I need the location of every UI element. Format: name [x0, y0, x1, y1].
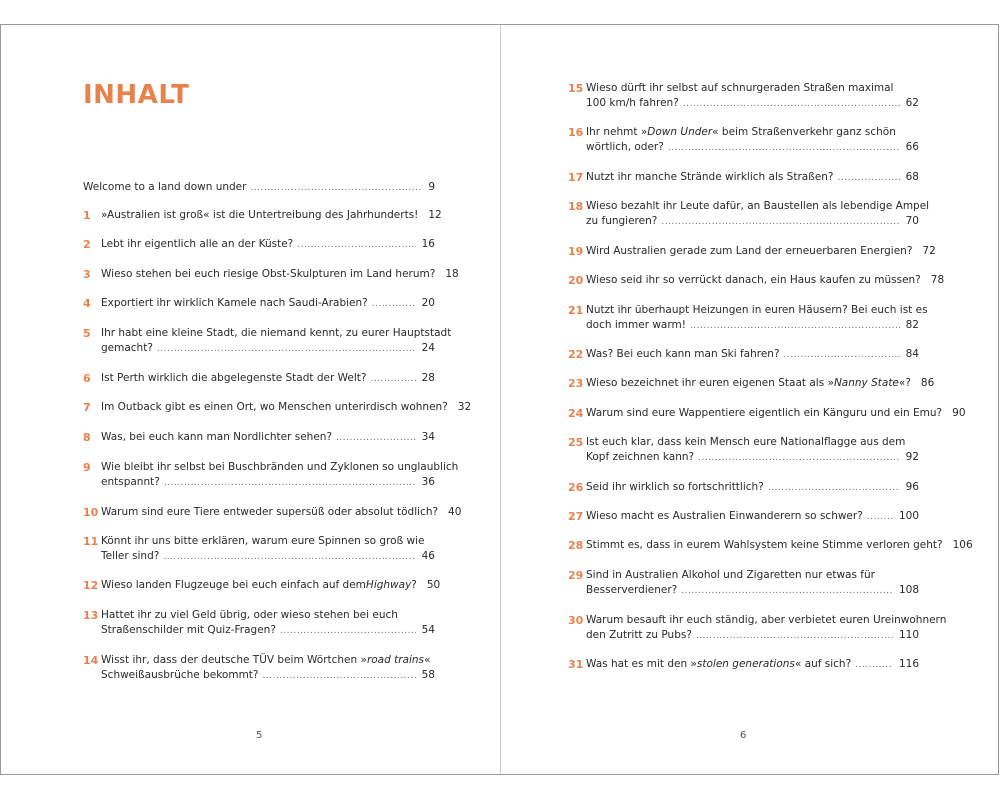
toc-entry[interactable]	[83, 180, 435, 196]
toc-title-text: Ihr habt eine kleine Stadt, die niemand kennt, zu eurer Hauptstadt	[101, 327, 452, 339]
toc-entry[interactable]	[568, 480, 919, 496]
toc-page-number: 16	[421, 238, 435, 250]
toc-title-text: Seid ihr wirklich so fortschrittlich?	[586, 481, 764, 493]
toc-page-number: 40	[448, 506, 462, 518]
chapter-number: 8	[83, 431, 91, 444]
toc-page-number: 46	[421, 550, 435, 562]
toc-title-text: Wieso bezeichnet ihr euren eigenen Staat als »	[586, 377, 834, 389]
toc-page-number: 32	[457, 401, 472, 413]
toc-page-number: 116	[898, 658, 919, 670]
toc-entry[interactable]	[568, 303, 928, 334]
dot-leader	[768, 481, 900, 496]
toc-entry[interactable]	[83, 208, 442, 224]
toc-entry-line	[83, 180, 435, 196]
toc-title-text: Straßenschilder mit Quiz-Fragen?	[101, 624, 276, 636]
toc-page-number: 84	[905, 348, 919, 360]
toc-entry[interactable]	[568, 199, 930, 230]
toc-title-text: Wieso dürft ihr selbst auf schnurgeraden Straßen maximal	[586, 82, 894, 94]
toc-title-text: Schweißausbrüche bekommt?	[101, 669, 259, 681]
toc-page-number: 12	[428, 209, 442, 221]
dot-leader	[297, 238, 415, 253]
chapter-number: 18	[568, 200, 584, 213]
toc-entry-line	[586, 657, 919, 673]
toc-title-text: zu fungieren?	[586, 215, 658, 227]
toc-title-text: Hattet ihr zu viel Geld übrig, oder wieso stehen bei euch	[101, 609, 398, 621]
chapter-number: 3	[83, 268, 91, 281]
toc-entry[interactable]	[83, 326, 452, 357]
toc-title-text: Im Outback gibt es einen Ort, wo Menschen unterirdisch wohnen?	[101, 401, 448, 413]
book-spread	[0, 24, 999, 775]
dot-leader	[372, 297, 416, 312]
toc-entry-line	[101, 578, 441, 594]
dot-leader	[250, 181, 422, 196]
toc-page-number: 62	[905, 97, 919, 109]
toc-entry-line	[101, 623, 435, 639]
toc-entry-line	[586, 450, 919, 466]
chapter-number: 5	[83, 327, 91, 340]
toc-title-text: Warum sind eure Tiere entweder supersüß oder absolut tödlich?	[101, 506, 439, 518]
toc-title-text: Kopf zeichnen kann?	[586, 451, 695, 463]
right-page	[501, 25, 1000, 774]
toc-entry[interactable]	[568, 273, 945, 289]
chapter-number: 24	[568, 407, 584, 420]
toc-entry[interactable]	[568, 568, 919, 599]
toc-title-text: Wie bleibt ihr selbst bei Buschbränden und Zyklonen so unglaublich	[101, 461, 459, 473]
toc-entry-line	[586, 376, 935, 392]
toc-page-number: 50	[426, 579, 441, 591]
toc-entry-line	[586, 406, 966, 422]
chapter-number: 29	[568, 569, 584, 582]
chapter-number: 19	[568, 245, 584, 258]
toc-entry[interactable]	[568, 244, 936, 260]
toc-entry-line	[586, 583, 919, 599]
toc-entry-line	[586, 273, 945, 289]
toc-title-text: Wieso macht es Australien Einwanderern so schwer?	[586, 510, 863, 522]
toc-title-text: Ist euch klar, dass kein Mensch eure Nationalflagge aus dem	[586, 436, 906, 448]
toc-entry-line	[586, 347, 919, 363]
toc-entry-line	[101, 608, 435, 623]
chapter-number: 9	[83, 461, 91, 474]
toc-title-text: «?	[898, 377, 911, 389]
toc-entry-line	[586, 96, 919, 112]
toc-entry[interactable]	[568, 81, 919, 112]
chapter-number: 28	[568, 539, 584, 552]
toc-page-number: 18	[445, 268, 459, 280]
left-page	[1, 25, 500, 774]
toc-entry[interactable]	[568, 125, 919, 156]
toc-title-text: Wieso seid ihr so verrückt danach, ein Haus kaufen zu müssen?	[586, 274, 921, 286]
toc-title-emphasis: road trains	[366, 654, 425, 666]
dot-leader	[784, 348, 900, 363]
toc-title-emphasis: stolen generations	[696, 658, 795, 670]
toc-title-text: wörtlich, oder?	[586, 141, 664, 153]
toc-title-text: Teller sind?	[101, 550, 160, 562]
toc-entry[interactable]	[568, 509, 919, 525]
toc-page-number: 90	[952, 407, 966, 419]
toc-title-text: Ist Perth wirklich die abgelegenste Stadt der Welt?	[101, 372, 367, 384]
toc-entry[interactable]	[83, 400, 472, 416]
toc-title-text: Besserverdiener?	[586, 584, 678, 596]
toc-title-text: Lebt ihr eigentlich alle an der Küste?	[101, 238, 294, 250]
toc-entry-line	[101, 400, 472, 416]
dot-leader	[280, 624, 416, 639]
toc-title-text: «	[424, 654, 431, 666]
toc-entry-line	[101, 371, 435, 387]
toc-page-number: 58	[421, 669, 435, 681]
toc-title-text: Wieso stehen bei euch riesige Obst-Skulpturen im Land herum?	[101, 268, 436, 280]
toc-entry-line	[101, 668, 435, 684]
dot-leader	[681, 584, 893, 599]
toc-title-text: « auf sich?	[794, 658, 852, 670]
toc-entry-line	[101, 326, 452, 341]
toc-title-emphasis: Down Under	[647, 126, 713, 138]
page-title: INHALT	[83, 80, 190, 110]
toc-entry-line	[101, 475, 435, 491]
toc-entry-line	[101, 653, 435, 668]
toc-entry[interactable]	[568, 657, 919, 673]
dot-leader	[661, 215, 899, 230]
toc-title-text: Wird Australien gerade zum Land der erneuerbaren Energien?	[586, 245, 913, 257]
toc-title-text: Nutzt ihr manche Strände wirklich als Straßen?	[586, 171, 834, 183]
toc-title-text: gemacht?	[101, 342, 153, 354]
toc-title-text: Exportiert ihr wirklich Kamele nach Saudi-Arabien?	[101, 297, 368, 309]
toc-title-text: Warum sind eure Wappentiere eigentlich ein Känguru und ein Emu?	[586, 407, 943, 419]
toc-page-number: 54	[421, 624, 435, 636]
toc-title-text: ?	[411, 579, 417, 591]
toc-entry-line	[101, 534, 435, 549]
toc-entry-line	[586, 538, 973, 554]
chapter-number: 22	[568, 348, 584, 361]
chapter-number: 2	[83, 238, 91, 251]
toc-entry[interactable]	[568, 376, 935, 392]
toc-entry[interactable]	[568, 406, 966, 422]
toc-title-text: Was, bei euch kann man Nordlichter sehen?	[101, 431, 333, 443]
toc-entry[interactable]	[83, 608, 435, 639]
toc-entry[interactable]	[568, 435, 919, 466]
dot-leader	[867, 510, 893, 525]
toc-page-number: 24	[421, 342, 435, 354]
toc-title-text: Ihr nehmt »	[586, 126, 648, 138]
chapter-number: 27	[568, 510, 584, 523]
toc-title-text: Welcome to a land down under	[83, 181, 247, 193]
toc-title-text: Wieso bezahlt ihr Leute dafür, an Baustellen als lebendige Ampel	[586, 200, 930, 212]
chapter-number: 15	[568, 82, 584, 95]
toc-entry-line	[586, 628, 919, 644]
toc-title-text: 100 km/h fahren?	[586, 97, 679, 109]
toc-title-text: Wisst ihr, dass der deutsche TÜV beim Wörtchen »	[101, 654, 367, 666]
toc-entry-line	[586, 568, 919, 583]
dot-leader	[163, 550, 415, 565]
dot-leader	[690, 319, 900, 334]
toc-page-number: 66	[905, 141, 919, 153]
toc-entry[interactable]	[83, 505, 462, 521]
toc-title-text: « beim Straßenverkehr ganz schön	[712, 126, 896, 138]
dot-leader	[838, 171, 900, 186]
toc-title-text: Was hat es mit den »	[586, 658, 697, 670]
chapter-number: 14	[83, 654, 99, 667]
toc-entry-line	[586, 480, 919, 496]
dot-leader	[855, 658, 893, 673]
toc-title-text: Was? Bei euch kann man Ski fahren?	[586, 348, 780, 360]
toc-page-number: 100	[898, 510, 919, 522]
toc-entry-line	[586, 81, 919, 96]
toc-entry[interactable]	[83, 578, 441, 594]
toc-title-text: Könnt ihr uns bitte erklären, warum eure Spinnen so groß wie	[101, 535, 425, 547]
toc-entry-line	[586, 214, 919, 230]
chapter-number: 13	[83, 609, 99, 622]
chapter-number: 17	[568, 171, 584, 184]
toc-title-text: Sind in Australien Alkohol und Zigaretten nur etwas für	[586, 569, 875, 581]
toc-page-number: 108	[898, 584, 919, 596]
toc-entry[interactable]	[83, 430, 435, 446]
chapter-number: 30	[568, 614, 584, 627]
toc-entry-line	[586, 140, 919, 156]
dot-leader	[698, 451, 900, 466]
toc-page-number: 68	[905, 171, 919, 183]
dot-leader	[668, 141, 900, 156]
toc-page-number: 72	[922, 245, 936, 257]
toc-entry-line	[586, 244, 936, 260]
toc-entry-line	[101, 430, 435, 446]
toc-entry[interactable]	[83, 237, 435, 253]
toc-entry[interactable]	[83, 534, 435, 565]
toc-entry-line	[586, 613, 947, 628]
chapter-number: 31	[568, 658, 584, 671]
toc-page-number: 36	[421, 476, 435, 488]
toc-entry-line	[586, 318, 919, 334]
toc-entry[interactable]	[83, 460, 459, 491]
toc-page-number: 110	[898, 629, 919, 641]
toc-page-number: 34	[421, 431, 435, 443]
chapter-number: 20	[568, 274, 584, 287]
toc-entry[interactable]	[83, 267, 459, 283]
toc-entry-line	[101, 208, 442, 224]
toc-page-number: 9	[428, 181, 435, 193]
toc-title-text: Warum besauft ihr euch ständig, aber verbietet euren Ureinwohnern	[586, 614, 947, 626]
toc-entry-line	[586, 435, 919, 450]
toc-entry-line	[586, 125, 919, 140]
dot-leader	[696, 629, 893, 644]
dot-leader	[164, 476, 416, 491]
toc-entry[interactable]	[83, 371, 435, 387]
chapter-number: 25	[568, 436, 584, 449]
toc-page-number: 86	[920, 377, 935, 389]
toc-entry-line	[101, 267, 459, 283]
toc-title-emphasis: Highway	[365, 579, 412, 591]
toc-title-text: Nutzt ihr überhaupt Heizungen in euren Häusern? Bei euch ist es	[586, 304, 928, 316]
chapter-number: 10	[83, 506, 99, 519]
toc-entry[interactable]	[83, 296, 435, 312]
toc-entry-line	[586, 170, 919, 186]
chapter-number: 23	[568, 377, 584, 390]
toc-title-text: den Zutritt zu Pubs?	[586, 629, 692, 641]
toc-page-number: 20	[421, 297, 435, 309]
toc-entry-line	[101, 237, 435, 253]
toc-title-text: Stimmt es, dass in eurem Wahlsystem keine Stimme verloren geht?	[586, 539, 943, 551]
toc-entry[interactable]	[568, 170, 919, 186]
chapter-number: 1	[83, 209, 91, 222]
toc-page-number: 82	[905, 319, 919, 331]
chapter-number: 12	[83, 579, 99, 592]
toc-title-text: Wieso landen Flugzeuge bei euch einfach auf dem	[101, 579, 366, 591]
chapter-number: 21	[568, 304, 584, 317]
chapter-number: 4	[83, 297, 91, 310]
toc-page-number: 106	[952, 539, 973, 551]
toc-entry-line	[101, 549, 435, 565]
toc-title-text: entspannt?	[101, 476, 160, 488]
toc-page-number: 92	[905, 451, 919, 463]
toc-entry[interactable]	[83, 653, 435, 684]
chapter-number: 26	[568, 481, 584, 494]
dot-leader	[683, 97, 900, 112]
toc-page-number: 70	[905, 215, 919, 227]
toc-entry-line	[101, 296, 435, 312]
chapter-number: 11	[83, 535, 99, 548]
toc-entry[interactable]	[568, 347, 919, 363]
chapter-number: 6	[83, 372, 91, 385]
toc-title-text: doch immer warm!	[586, 319, 686, 331]
toc-entry[interactable]	[568, 613, 947, 644]
page-number-right: 6	[740, 730, 747, 741]
chapter-number: 16	[568, 126, 584, 139]
toc-entry-line	[586, 303, 928, 318]
toc-entry-line	[101, 505, 462, 521]
dot-leader	[157, 342, 416, 357]
toc-page-number: 78	[930, 274, 945, 286]
chapter-number: 7	[83, 401, 91, 414]
toc-page-number: 28	[421, 372, 435, 384]
toc-entry[interactable]	[568, 538, 973, 554]
toc-entry-line	[586, 199, 930, 214]
dot-leader	[336, 431, 416, 446]
dot-leader	[263, 669, 416, 684]
dot-leader	[370, 372, 415, 387]
toc-title-emphasis: Nanny State	[833, 377, 899, 389]
page-number-left: 5	[256, 730, 263, 741]
toc-entry-line	[586, 509, 919, 525]
toc-page-number: 96	[905, 481, 919, 493]
toc-entry-line	[101, 460, 459, 475]
toc-entry-line	[101, 341, 435, 357]
toc-title-text: »Australien ist groß« ist die Untertreibung des Jahrhunderts!	[101, 209, 419, 221]
